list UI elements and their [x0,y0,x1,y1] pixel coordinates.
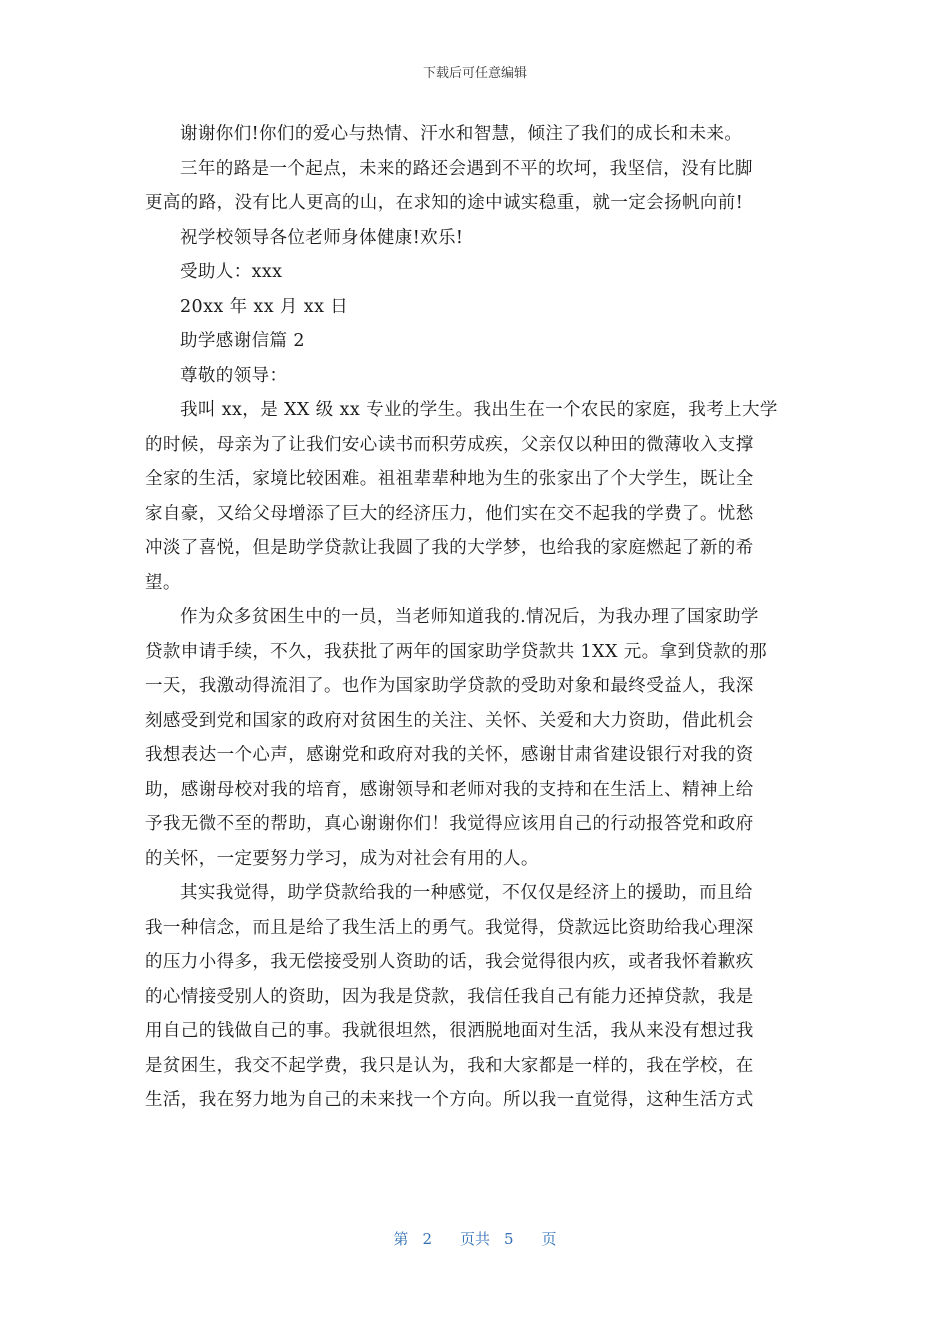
text-line: 望。 [145,572,181,593]
header-text: 下载后可任意编辑 [422,66,527,81]
page-footer [0,1230,950,1248]
text-line: 家自豪，又给父母增添了巨大的经济压力，他们实在交不起我的学费了。忧愁 [145,503,754,524]
text-line: 予我无微不至的帮助，真心谢谢你们！我觉得应该用自己的行动报答党和政府 [145,814,754,834]
text-line: 的关怀，一定要努力学习，成为对社会有用的人。 [145,848,539,869]
text-line: 是贫困生，我交不起学费，我只是认为，我和大家都是一样的，我在学校，在 [145,1055,754,1076]
text-line: 祝学校领导各位老师身体健康!欢乐! [180,227,464,248]
paragraph [145,393,797,600]
text-line: 冲淡了喜悦，但是助学贷款让我圆了我的大学梦，也给我的家庭燃起了新的希 [145,538,754,558]
total-pages-number: 5 [504,1230,514,1248]
paragraph [145,359,797,394]
page-label-mid: 页共 [459,1230,490,1248]
text-line: 我想表达一个心声，感谢党和政府对我的关怀，感谢甘肃省建设银行对我的资 [145,745,754,765]
page-label-prefix: 第 [393,1230,409,1248]
text-line: 受助人：xxx [180,262,283,282]
text-line: 贷款申请手续，不久，我获批了两年的国家助学贷款共 1XX 元。拿到贷款的那 [145,641,767,662]
page-label-suffix: 页 [541,1230,557,1248]
text-line: 助学感谢信篇 2 [180,331,305,351]
text-line: 一天，我激动得流泪了。也作为国家助学贷款的受助对象和最终受益人，我深 [145,676,754,696]
text-line: 其实我觉得，助学贷款给我的一种感觉，不仅仅是经济上的援助，而且给 [180,883,753,903]
text-line: 谢谢你们!你们的爱心与热情、汗水和智慧，倾注了我们的成长和未来。 [180,124,743,144]
text-line: 助，感谢母校对我的培育，感谢领导和老师对我的支持和在生活上、精神上给 [145,779,754,800]
paragraph [145,255,797,290]
paragraph [145,152,797,221]
text-line: 全家的生活，家境比较困难。祖祖辈辈种地为生的张家出了个大学生，既让全 [145,469,754,489]
text-line: 的心情接受别人的资助，因为我是贷款，我信任我自己有能力还掉贷款，我是 [145,986,754,1007]
text-line: 的压力小得多，我无偿接受别人资助的话，我会觉得很内疚，或者我怀着歉疚 [145,952,754,972]
text-line: 生活，我在努力地为自己的未来找一个方向。所以我一直觉得，这种生活方式 [145,1090,754,1110]
paragraph [145,117,797,152]
text-line: 尊敬的领导： [180,365,288,386]
current-page-number: 2 [422,1230,432,1248]
page-header [0,66,950,82]
text-line: 的时候，母亲为了让我们安心读书而积劳成疾，父亲仅以种田的微薄收入支撑 [145,434,754,455]
text-line: 20xx 年 xx 月 xx 日 [180,296,349,317]
document-body [145,117,797,1118]
text-line: 更高的路，没有比人更高的山，在求知的途中诚实稳重，就一定会扬帆向前! [145,193,744,213]
text-line: 用自己的钱做自己的事。我就很坦然，很洒脱地面对生活，我从来没有想过我 [145,1021,754,1041]
text-line: 三年的路是一个起点，未来的路还会遇到不平的坎坷，我坚信，没有比脚 [180,158,753,179]
text-line: 刻感受到党和国家的政府对贫困生的关注、关怀、关爱和大力资助，借此机会 [145,710,754,731]
paragraph [145,600,797,876]
text-line: 作为众多贫困生中的一员，当老师知道我的.情况后，为我办理了国家助学 [180,607,759,627]
paragraph [145,290,797,325]
paragraph [145,324,797,359]
text-line: 我叫 xx，是 XX 级 xx 专业的学生。我出生在一个农民的家庭，我考上大学 [180,400,778,420]
paragraph [145,876,797,1118]
paragraph [145,221,797,256]
text-line: 我一种信念，而且是给了我生活上的勇气。我觉得，贷款远比资助给我心理深 [145,917,754,938]
